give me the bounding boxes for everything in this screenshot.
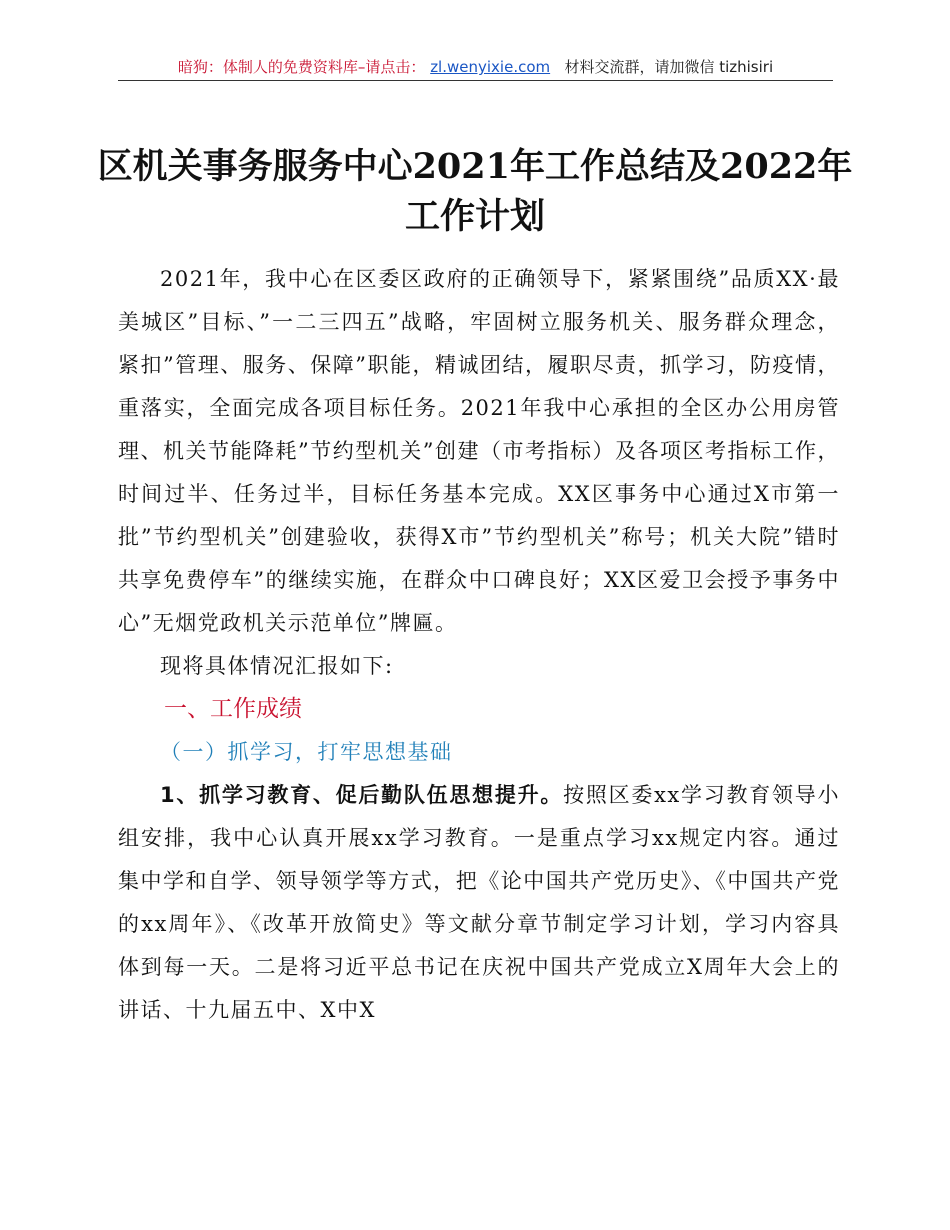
page-header <box>118 56 833 80</box>
document-body <box>118 258 840 1032</box>
header-link[interactable]: zl.wenyixie.com <box>430 58 551 76</box>
header-divider <box>118 80 833 81</box>
title-line-2: 工作计划 <box>404 196 545 237</box>
item-paragraph-1 <box>118 774 840 1032</box>
title-line-1: 区机关事务服务中心2021年工作总结及2022年 <box>97 146 853 187</box>
report-intro-paragraph: 现将具体情况汇报如下: <box>160 654 394 678</box>
subsection-heading-study: （一）抓学习，打牢思想基础 <box>160 740 453 764</box>
document-title <box>90 142 860 242</box>
item-1-text: 按照区委xx学习教育领导小组安排，我中心认真开展xx学习教育。一是重点学习xx规定内容。通过集中学和自学、领导领学等方式，把《论中国共产党历史》、《中国共产党的xx周年》、《改革开放简史》等文献分章节制定学习计划，学习内容具体到每一天。二是将习近平总书记在庆祝中国共产党成立X周年大会上的讲话、十九届五中、X中X <box>118 783 840 1022</box>
header-brand: 暗狗：体制人的免费资料库 <box>177 58 358 76</box>
item-1-lead: 1、抓学习教育、促后勤队伍思想提升。 <box>160 783 564 807</box>
intro-paragraph: 2021年，我中心在区委区政府的正确领导下，紧紧围绕”品质XX·最美城区”目标、”一二三四五”战略，牢固树立服务机关、服务群众理念，紧扣”管理、服务、保障”职能，精诚团结，履职尽责，抓学习，防疫情，重落实，全面完成各项目标任务。2021年我中心承担的全区办公用房管理、机关节能降耗”节约型机关”创建（市考指标）及各项区考指标工作，时间过半、任务过半，目标任务基本完成。XX区事务中心通过X市第一批”节约型机关”创建验收，获得X市”节约型机关”称号；机关大院”错时共享免费停车”的继续实施，在群众中口碑良好；XX区爱卫会授予事务中心”无烟党政机关示范单位”牌匾。 <box>118 267 840 635</box>
header-contact: 材料交流群，请加微信 tizhisiri <box>564 58 774 76</box>
section-heading-achievements: 一、工作成绩 <box>164 696 302 722</box>
header-prompt: –请点击： <box>357 58 426 76</box>
